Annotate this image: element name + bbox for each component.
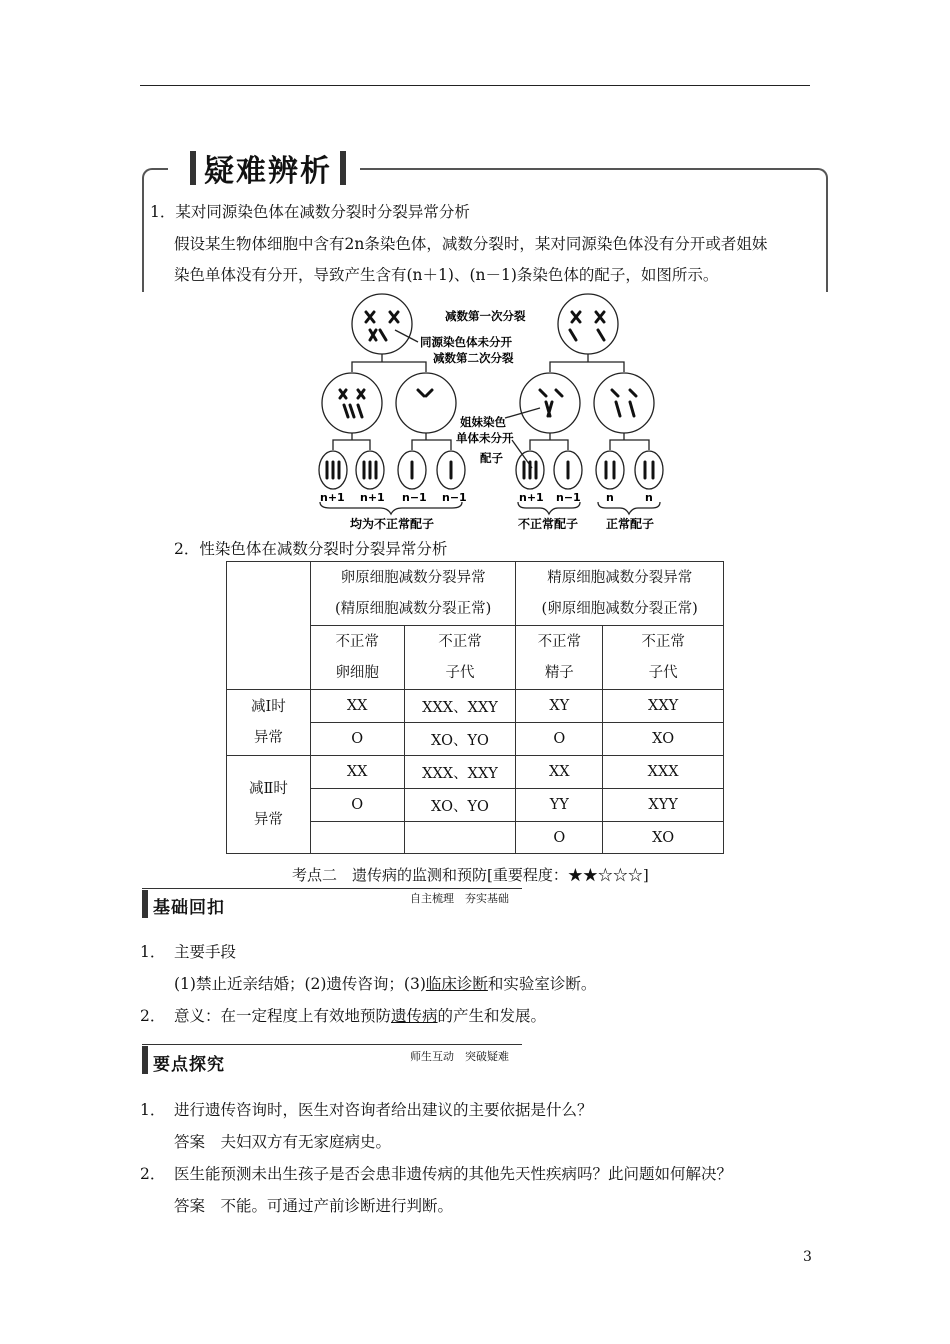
gamete-label-6: n−1 xyxy=(556,491,581,504)
table-cell: XXX、XXY xyxy=(404,756,516,789)
table-cell: O xyxy=(310,789,404,822)
table-cell: O xyxy=(516,822,603,854)
table-cell: XXX、XXY xyxy=(404,690,516,723)
gamete-label-2: n+1 xyxy=(360,491,385,504)
topic2-title: 考点二 遗传病的监测和预防[重要程度：★★☆☆☆] xyxy=(292,866,649,884)
table-cell: O xyxy=(516,723,603,756)
group-right-label: 正常配子 xyxy=(606,517,655,531)
basics-title: 基础回扣 xyxy=(153,898,225,918)
basics-item2-num: 2． xyxy=(140,1007,166,1025)
table-cell: YY xyxy=(516,789,603,822)
banner-title: 疑难辨析 xyxy=(204,154,332,189)
basics-rule xyxy=(142,888,522,889)
table-cell: O xyxy=(310,723,404,756)
parent-cell-left xyxy=(352,294,412,354)
header-rule xyxy=(140,85,810,86)
header-egg: 卵原细胞减数分裂异常 (精原细胞减数分裂正常) xyxy=(310,562,516,626)
gamete-label-5: n+1 xyxy=(519,491,544,504)
row-label-meiosis1: 减Ⅰ时 异常 xyxy=(227,690,311,756)
table-cell: XX xyxy=(310,756,404,789)
cell-2c xyxy=(520,373,580,433)
basics-item1-num: 1． xyxy=(140,943,166,961)
label-sister2: 单体未分开 xyxy=(456,431,514,445)
explore-rule xyxy=(142,1044,522,1045)
item1-title: 1．某对同源染色体在减数分裂时分裂异常分析 xyxy=(150,203,470,221)
gamete-label-7: n xyxy=(606,491,614,504)
subheader-abnormal-offspring-1: 不正常 子代 xyxy=(404,626,516,690)
gamete-label-3: n−1 xyxy=(402,491,427,504)
cell-2b xyxy=(396,373,456,433)
table-cell xyxy=(310,822,404,854)
explore-a2: 答案 不能。可通过产前诊断进行判断。 xyxy=(174,1197,454,1215)
table-cell: XY xyxy=(516,690,603,723)
sex-chromosome-table xyxy=(226,561,724,854)
difficulty-banner xyxy=(168,148,360,188)
explore-q2-num: 2． xyxy=(140,1165,166,1183)
table-cell xyxy=(404,822,516,854)
explore-q2: 医生能预测未出生孩子是否会患非遗传病的其他先天性疾病吗？此问题如何解决？ xyxy=(174,1165,733,1183)
label-sister1: 姐妹染色 xyxy=(460,415,506,429)
item1-line2: 染色单体没有分开，导致产生含有(n＋1)、(n－1)条染色体的配子，如图所示。 xyxy=(174,266,719,284)
table-cell: XX xyxy=(310,690,404,723)
table-corner xyxy=(227,562,311,690)
explore-q1-num: 1． xyxy=(140,1101,166,1119)
parent-cell-right xyxy=(558,294,618,354)
item1-line1: 假设某生物体细胞中含有2n条染色体，减数分裂时，某对同源染色体没有分开或者姐妹 xyxy=(174,235,768,253)
banner-bar-left xyxy=(190,151,196,185)
explore-subtitle: 师生互动 突破疑难 xyxy=(410,1050,509,1063)
explore-q1: 进行遗传咨询时，医生对咨询者给出建议的主要依据是什么？ xyxy=(174,1101,593,1119)
table-cell: XO xyxy=(603,822,724,854)
table-cell: XO、YO xyxy=(404,723,516,756)
cell-2d xyxy=(594,373,654,433)
basics-item1-sub: (1)禁止近亲结婚；(2)遗传咨询；(3)临床诊断和实验室诊断。 xyxy=(174,975,597,993)
table-cell: XYY xyxy=(603,789,724,822)
label-homolog: 同源染色体未分开 xyxy=(420,335,512,349)
label-gamete: 配子 xyxy=(480,451,503,465)
table-cell: XX xyxy=(516,756,603,789)
basics-subtitle: 自主梳理 夯实基础 xyxy=(410,892,509,905)
subheader-abnormal-egg: 不正常 卵细胞 xyxy=(310,626,404,690)
page-number: 3 xyxy=(803,1249,812,1265)
table-cell: XXX xyxy=(603,756,724,789)
gamete-label-8: n xyxy=(645,491,653,504)
explore-title: 要点探究 xyxy=(153,1055,225,1075)
label-meiosis2: 减数第二次分裂 xyxy=(433,351,514,365)
header-sperm: 精原细胞减数分裂异常 (卵原细胞减数分裂正常) xyxy=(516,562,724,626)
group-mid-label: 不正常配子 xyxy=(518,517,579,531)
banner-bar-right xyxy=(340,151,346,185)
meiosis-diagram xyxy=(300,290,680,535)
subheader-abnormal-sperm: 不正常 精子 xyxy=(516,626,603,690)
explore-bar xyxy=(142,1046,148,1074)
gamete-label-1: n+1 xyxy=(320,491,345,504)
label-meiosis1: 减数第一次分裂 xyxy=(445,309,526,323)
gamete-label-4: n−1 xyxy=(442,491,467,504)
basics-bar xyxy=(142,890,148,918)
table-cell: XO、YO xyxy=(404,789,516,822)
subheader-abnormal-offspring-2: 不正常 子代 xyxy=(603,626,724,690)
table-cell: XXY xyxy=(603,690,724,723)
group-left-label: 均为不正常配子 xyxy=(350,517,435,531)
cell-2a xyxy=(322,373,382,433)
table-cell: XO xyxy=(603,723,724,756)
explore-a1: 答案 夫妇双方有无家庭病史。 xyxy=(174,1133,392,1151)
item2-title: 2．性染色体在减数分裂时分裂异常分析 xyxy=(174,540,448,558)
row-label-meiosis2: 减Ⅱ时 异常 xyxy=(227,756,311,854)
basics-item1-text: 主要手段 xyxy=(174,943,237,961)
basics-item2-text: 意义：在一定程度上有效地预防遗传病的产生和发展。 xyxy=(174,1007,547,1025)
